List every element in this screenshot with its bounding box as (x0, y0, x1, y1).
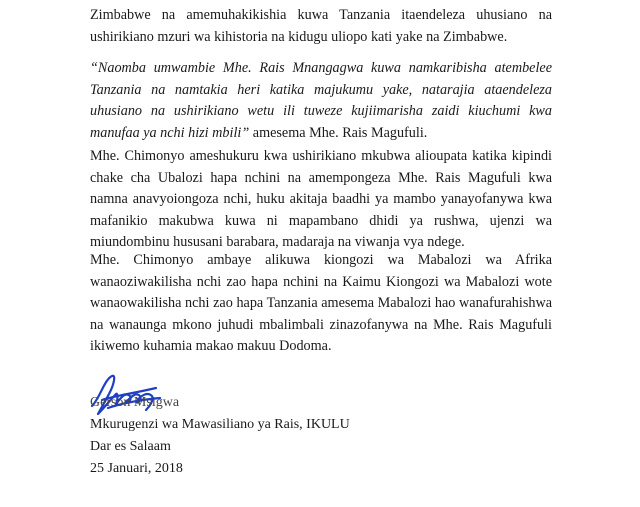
signatory-location: Dar es Salaam (90, 439, 171, 454)
document-date: 25 Januari, 2018 (90, 461, 183, 476)
signatory-title: Mkurugenzi wa Mawasiliano ya Rais, IKULU (90, 417, 350, 432)
quote-text: “Naomba umwambie Mhe. Rais Mnangagwa kuwa namkaribisha atembelee Tanzania na namtakia heri katika majukumu yake, natarajia ataendeleza uhusiano na ushirikiano wetu ili tuweze kujiimarisha zaidi kiuchumi kwa manufaa ya nchi hizi mbili” (90, 60, 552, 141)
paragraph-gratitude: Mhe. Chimonyo ameshukuru kwa ushirikiano mkubwa alioupata katika kipindi chake cha Ubalozi hapa nchini na amempongeza Mhe. Rais Magufuli kwa namna anavyoiongoza nchi, huku akitaja baadhi ya mambo yanayofanywa kwa mafanikio makubwa kuwa ni mapambano dhidi ya rushwa, ujenzi wa miundombinu hususani barabara, madaraja na viwanja vya ndege. (90, 148, 552, 250)
paragraph-quote (90, 58, 552, 144)
quote-attribution: amesema Mhe. Rais Magufuli. (249, 124, 428, 141)
signature-block (90, 392, 350, 480)
paragraph-ambassadors: Mhe. Chimonyo ambaye alikuwa kiongozi wa Mabalozi wa Afrika wanaoziwakilisha nchi zao hapa nchini na Kaimu Kiongozi wa Mabalozi wote wanaowakilisha nchi zao hapa Tanzania amesema Mabalozi hao wanafurahishwa na wanaunga mkono juhudi mbalimbali zinazofanywa na Mhe. Rais Magufuli ikiwemo kuhamia makao makuu Dodoma. (90, 252, 552, 354)
signatory-name: Gerson Msigwa (90, 395, 180, 410)
paragraph-intro: Zimbabwe na amemuhakikishia kuwa Tanzania itaendeleza uhusiano na ushirikiano mzuri wa kihistoria na kidugu uliopo kati yake na Zimbabwe. (90, 7, 552, 45)
